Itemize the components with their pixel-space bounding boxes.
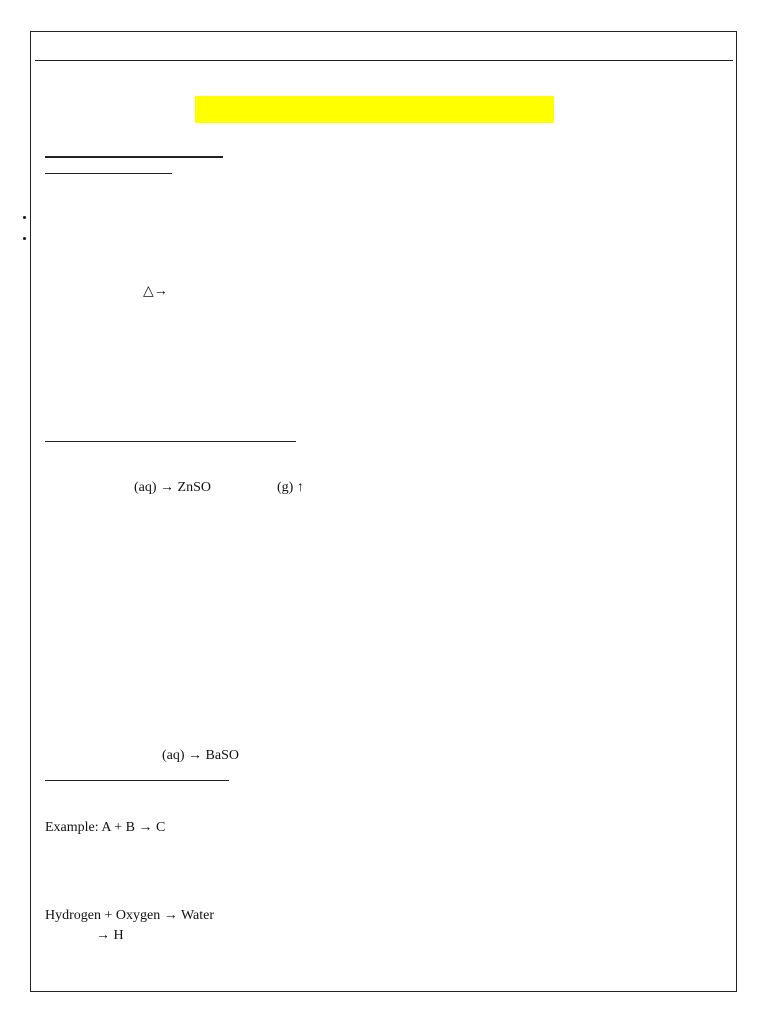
formula-equation-fragment: → H [96, 928, 124, 943]
heading-underline [45, 156, 223, 158]
section-underline [45, 780, 229, 781]
word-equation: Hydrogen + Oxygen → Water [45, 908, 215, 923]
highlighted-title-box [195, 96, 554, 123]
section-underline [45, 441, 296, 442]
zinc-reaction-gas-product: (g) ↑ [277, 480, 304, 495]
header-divider [35, 60, 733, 61]
zinc-reaction-equation: (aq) → ZnSO [134, 480, 211, 495]
barium-reaction-equation: (aq) → BaSO [162, 748, 239, 763]
bullet-point [22, 236, 28, 242]
bullet-dot-icon [23, 216, 26, 219]
heat-reaction-arrow: △→ [143, 284, 168, 299]
page-border [30, 31, 737, 992]
combination-example: Example: A + B → C [45, 820, 166, 835]
subheading-underline [45, 173, 172, 174]
bullet-point [22, 215, 28, 221]
bullet-dot-icon [23, 237, 26, 240]
